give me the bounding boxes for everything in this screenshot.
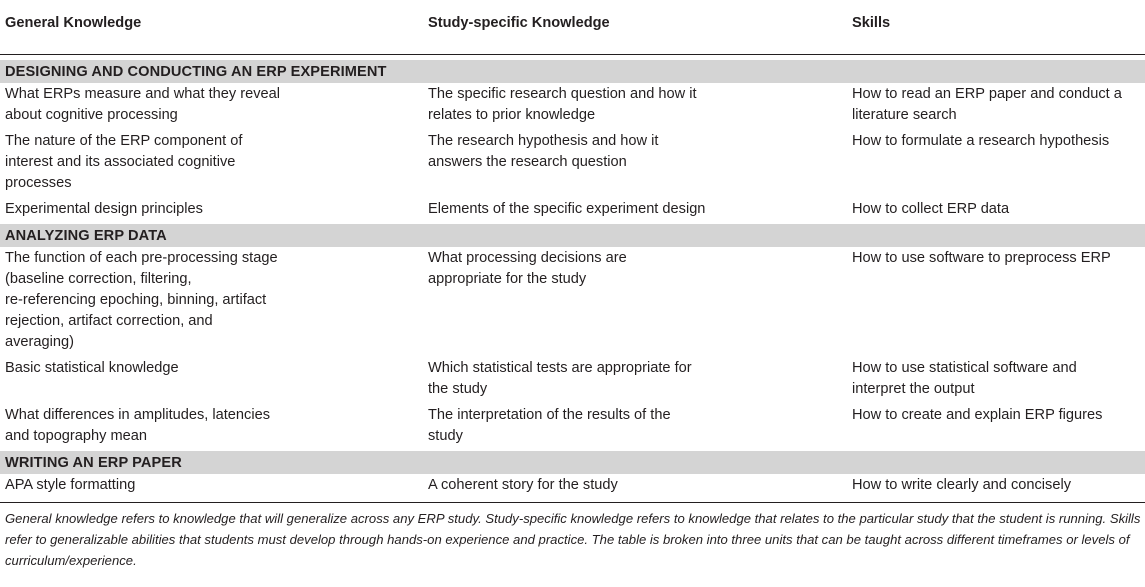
table-row	[0, 357, 1145, 404]
cell-text: How to create and explain ERP figures	[852, 407, 1103, 423]
skills-cell	[847, 83, 1145, 130]
cell-text: APA style formatting	[5, 477, 136, 493]
column-header-general-knowledge: General Knowledge	[5, 15, 142, 31]
skills-cell	[847, 247, 1145, 357]
table-row	[0, 198, 1145, 224]
cell-text: Experimental design principles	[5, 201, 203, 217]
cell-text: How to formulate a research hypothesis	[852, 133, 1110, 149]
cell-text: How to write clearly and concisely	[852, 477, 1071, 493]
section-header	[0, 60, 1145, 83]
cell-text: How to read an ERP paper and conduct a literature search	[852, 86, 1122, 123]
cell-text: Basic statistical knowledge	[5, 360, 179, 376]
general-knowledge-cell	[0, 198, 423, 224]
section-writing	[0, 451, 1145, 503]
section-analyzing	[0, 224, 1145, 451]
cell-text: The research hypothesis and how it answers the research question	[428, 133, 659, 170]
header-row	[0, 0, 1145, 55]
general-knowledge-cell	[0, 474, 423, 503]
skills-cell	[847, 198, 1145, 224]
general-knowledge-cell	[0, 404, 423, 451]
study-specific-cell	[423, 404, 847, 451]
table-row	[0, 247, 1145, 357]
table-row	[0, 474, 1145, 503]
column-header-skills: Skills	[852, 15, 891, 31]
study-specific-cell	[423, 198, 847, 224]
table-footnote: General knowledge refers to knowledge that will generalize across any ERP study. Study-specific knowledge refers to knowledge that relates to the particular study that the student is running. Skills refer to generalizable abilities that students must develop through hands-on experience and practice. The table is broken into three units that can be taught across different timeframes or levels of curriculum/experience.	[5, 511, 1141, 568]
general-knowledge-cell	[0, 83, 423, 130]
general-knowledge-cell	[0, 130, 423, 198]
table-row	[0, 83, 1145, 130]
section-title: ANALYZING ERP DATA	[0, 224, 1145, 247]
study-specific-cell	[423, 83, 847, 130]
section-title: DESIGNING AND CONDUCTING AN ERP EXPERIMENT	[0, 60, 1145, 83]
skills-cell	[847, 130, 1145, 198]
cell-text: The nature of the ERP component of interest and its associated cognitive processes	[5, 133, 243, 191]
cell-text: Which statistical tests are appropriate for the study	[428, 360, 692, 397]
table-row	[0, 404, 1145, 451]
cell-text: A coherent story for the study	[428, 477, 618, 493]
skills-cell	[847, 404, 1145, 451]
study-specific-cell	[423, 130, 847, 198]
cell-text: What processing decisions are appropriate for the study	[428, 250, 627, 287]
cell-text: Elements of the specific experiment design	[428, 201, 706, 217]
study-specific-cell	[423, 474, 847, 503]
general-knowledge-cell	[0, 247, 423, 357]
section-header	[0, 224, 1145, 247]
skills-cell	[847, 357, 1145, 404]
cell-text: What ERPs measure and what they reveal about cognitive processing	[5, 86, 280, 123]
study-specific-cell	[423, 357, 847, 404]
cell-text: How to collect ERP data	[852, 201, 1010, 217]
section-header	[0, 451, 1145, 474]
section-designing	[0, 55, 1145, 225]
cell-text: The function of each pre-processing stage (baseline correction, filtering, re-referencing epoching, binning, artifact rejection, artifact correction, and averaging)	[5, 250, 278, 350]
skills-cell	[847, 474, 1145, 503]
study-specific-cell	[423, 247, 847, 357]
cell-text: The interpretation of the results of the study	[428, 407, 671, 444]
cell-text: The specific research question and how it relates to prior knowledge	[428, 86, 697, 123]
cell-text: How to use software to preprocess ERP	[852, 250, 1111, 266]
column-header-study-specific-knowledge: Study-specific Knowledge	[428, 15, 610, 31]
table-row	[0, 130, 1145, 198]
table-header	[0, 0, 1145, 55]
cell-text: How to use statistical software and interpret the output	[852, 360, 1077, 397]
section-title: WRITING AN ERP PAPER	[0, 451, 1145, 474]
cell-text: What differences in amplitudes, latencies and topography mean	[5, 407, 270, 444]
general-knowledge-cell	[0, 357, 423, 404]
